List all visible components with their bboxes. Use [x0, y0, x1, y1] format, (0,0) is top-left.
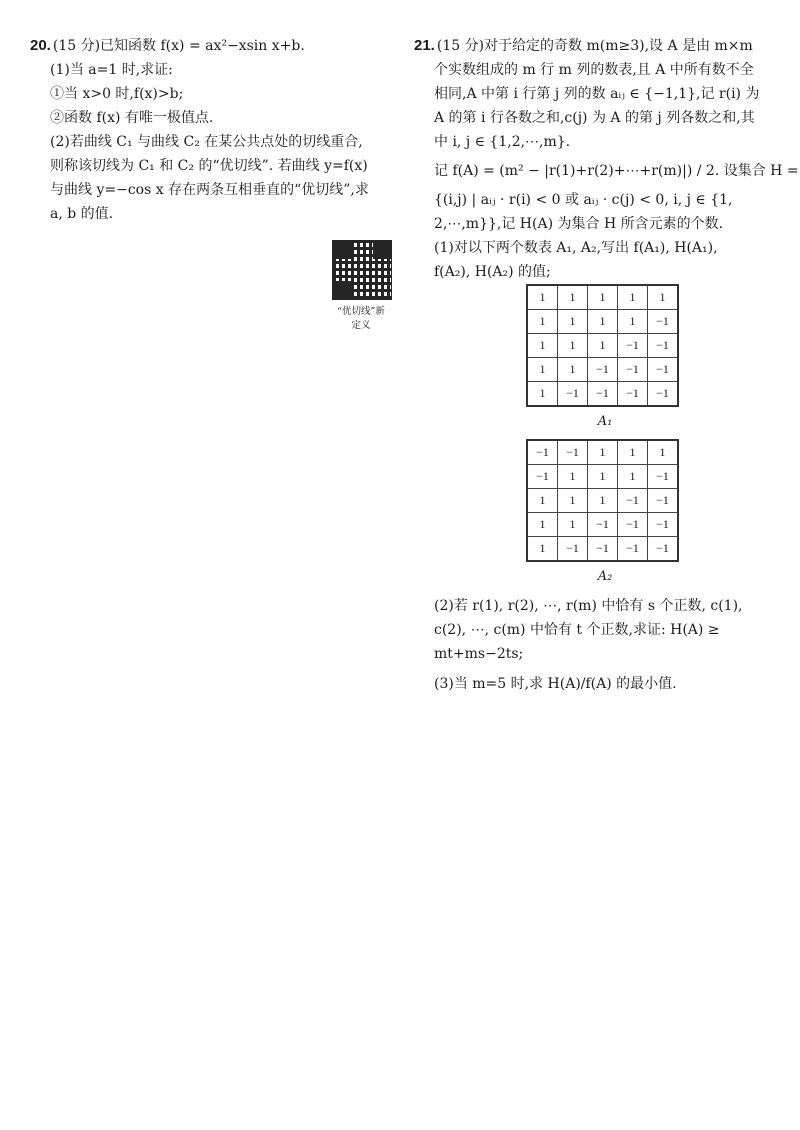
- q21-part2-line-2: c(2), ⋯, c(m) 中恰有 t 个正数,求证: H(A) ≥: [434, 622, 720, 638]
- question-21: [414, 34, 799, 696]
- question-number: 20.: [30, 37, 51, 54]
- table-row: 1 −1 −1 −1 −1: [527, 382, 678, 407]
- q20-line-8: a, b 的值.: [50, 206, 114, 222]
- table-a2-caption: A₂: [597, 569, 613, 584]
- q21-line-1: 21. (15 分)对于给定的奇数 m(m≥3),设 A 是由 m×m: [414, 37, 753, 54]
- table-a2: [526, 439, 679, 562]
- q20-line-4: ②函数 f(x) 有唯一极值点.: [50, 110, 214, 126]
- table-a1: [526, 284, 679, 407]
- q21-part3-line: (3)当 m=5 时,求 H(A)/f(A) 的最小值.: [434, 676, 677, 692]
- q20-line-3: ①当 x>0 时,f(x)>b;: [50, 86, 184, 102]
- table-row: 1 1 1 1 1: [527, 285, 678, 310]
- question-20: [30, 34, 390, 226]
- table-row: 1 −1 −1 −1 −1: [527, 537, 678, 562]
- q21-formula-line: 记 f(A) = (m² − |r(1)+r(2)+⋯+r(m)|) / 2. 设集合 H =: [434, 163, 799, 179]
- table-row: 1 1 −1 −1 −1: [527, 358, 678, 382]
- table-row: 1 1 −1 −1 −1: [527, 513, 678, 537]
- q21-line-8: 2,⋯,m}},记 H(A) 为集合 H 所含元素的个数.: [434, 216, 724, 232]
- q20-line-6: 则称该切线为 C₁ 和 C₂ 的“优切线”. 若曲线 y=f(x): [50, 158, 368, 174]
- q21-line-4: A 的第 i 行各数之和,c(j) 为 A 的第 j 列各数之和,其: [434, 110, 755, 126]
- table-row: −1 1 1 1 −1: [527, 465, 678, 489]
- q21-part2-line-3: mt+ms−2ts;: [434, 646, 524, 662]
- q21-line-2: 个实数组成的 m 行 m 列的数表,且 A 中所有数不全: [434, 62, 754, 78]
- q21-part2-line-1: (2)若 r(1), r(2), ⋯, r(m) 中恰有 s 个正数, c(1),: [434, 598, 743, 614]
- q21-line-7: {(i,j) | aᵢⱼ · r(i) < 0 或 aᵢⱼ · c(j) < 0, i, j ∈ {1,: [434, 192, 733, 208]
- qr-caption: “优切线”新 定义: [337, 306, 385, 331]
- table-row: −1 −1 1 1 1: [527, 440, 678, 465]
- table-row: 1 1 1 −1 −1: [527, 334, 678, 358]
- q20-line-7: 与曲线 y=−cos x 存在两条互相垂直的“优切线”,求: [50, 182, 369, 198]
- question-number: 21.: [414, 37, 435, 54]
- q21-line-3: 相同,A 中第 i 行第 j 列的数 aᵢⱼ ∈ {−1,1},记 r(i) 为: [434, 86, 760, 102]
- qr-code-icon[interactable]: [332, 240, 392, 300]
- q21-line-10: f(A₂), H(A₂) 的值;: [434, 264, 551, 280]
- table-row: 1 1 1 1 −1: [527, 310, 678, 334]
- q21-line-5: 中 i, j ∈ {1,2,⋯,m}.: [434, 134, 571, 150]
- q21-line-9: (1)对以下两个数表 A₁, A₂,写出 f(A₁), H(A₁),: [434, 240, 718, 256]
- q20-line-5: (2)若曲线 C₁ 与曲线 C₂ 在某公共点处的切线重合,: [50, 134, 363, 150]
- q20-line-1: 20. (15 分)已知函数 f(x) = ax²−xsin x+b.: [30, 37, 305, 54]
- table-row: 1 1 1 −1 −1: [527, 489, 678, 513]
- table-a1-caption: A₁: [597, 414, 613, 429]
- q20-line-2: (1)当 a=1 时,求证:: [50, 62, 173, 78]
